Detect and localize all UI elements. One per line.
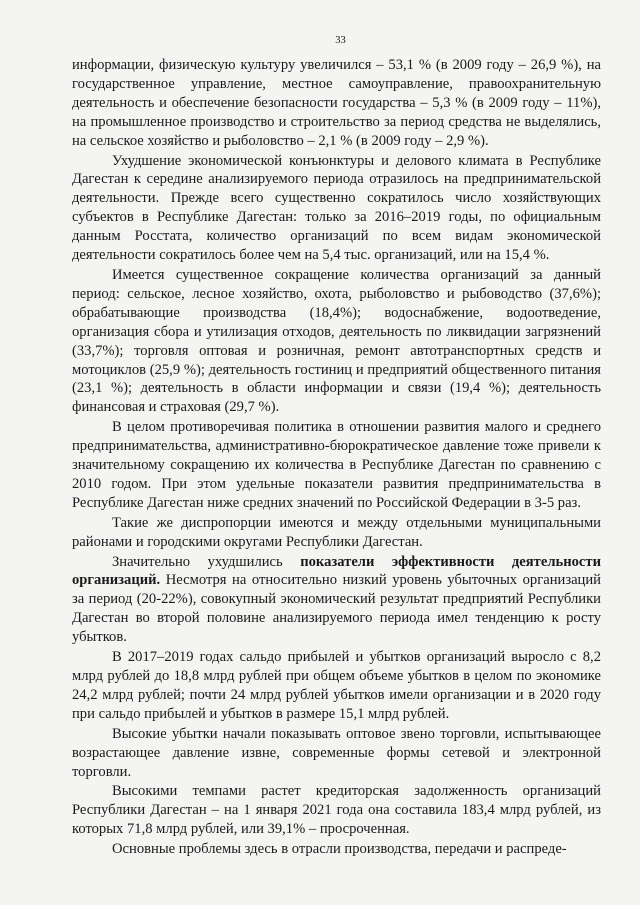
document-body	[72, 56, 601, 859]
page-number: 33	[335, 35, 346, 46]
paragraph-6-text: Несмотря на относительно низкий уровень убыточных организаций за период (20-22%), совокупный экономический результат предприятий Республики Дагестан во второй половине анализируемого периода имел тенденцию к росту убытков.	[72, 572, 601, 646]
paragraph-6-lead: Значительно ухудшились	[112, 553, 301, 570]
paragraph-9: Высокими темпами растет кредиторская задолженность организаций Республики Дагестан – на 1 января 2021 года она составила 183,4 млрд рублей, из которых 71,8 млрд рублей, или 39,1% – просроченная.	[72, 783, 601, 838]
paragraph-7: В 2017–2019 годах сальдо прибылей и убытков организаций выросло с 8,2 млрд рублей до 18,8 млрд рублей при общем объеме убытков в целом по экономике 24,2 млрд рублей; почти 24 млрд рублей убытков имели организации и в 2020 году при сальдо прибылей и убытков в размере 15,1 млрд рублей.	[72, 649, 601, 722]
paragraph-5: Такие же диспропорции имеются и между отдельными муниципальными районами и городскими округами Республики Дагестан.	[72, 514, 601, 550]
paragraph-6-bold-phrase: показатели эффективности деятельности организаций.	[72, 553, 601, 589]
paragraph-2: Ухудшение экономической конъюнктуры и делового климата в Республике Дагестан к середине анализируемого периода отразилось на предпринимательской деятельности. Прежде всего существенно сократилось число хозяйствующих субъектов в Республике Дагестан: только за 2016–2019 годы, по официальным данным Росстата, количество организаций по всем видам экономической деятельности сократилось более чем на 5,4 тыс. организаций, или на 15,4 %.	[72, 152, 601, 264]
paragraph-10: Основные проблемы здесь в отрасли производства, передачи и распреде-	[112, 841, 567, 858]
paragraph-6	[72, 553, 601, 648]
paragraph-3: Имеется существенное сокращение количества организаций за данный период: сельское, лесное хозяйство, охота, рыболовство и рыбоводство (37,6%); обрабатывающие производства (18,4%); водоснабжение, водоотведение, организация сбора и утилизация отходов, деятельность по ликвидации загрязнений (33,7%); торговля оптовая и розничная, ремонт автотранспортных средств и мотоциклов (25,9 %); деятельность гостиниц и предприятий общественного питания (23,1 %); деятельность в области информации и связи (19,4 %); деятельность финансовая и страховая (29,7 %).	[72, 266, 601, 416]
paragraph-8: Высокие убытки начали показывать оптовое звено торговли, испытывающее возрастающее давление извне, современные формы сетевой и электронной торговли.	[72, 725, 601, 780]
paragraph-1: информации, физическую культуру увеличился – 53,1 % (в 2009 году – 26,9 %), на государственное управление, местное самоуправление, правоохранительную деятельность и обеспечение безопасности государства – 5,3 % (в 2009 году – 11%), на промышленное производство и строительство за период средства не выделялись, на сельское хозяйство и рыболовство – 2,1 % (в 2009 году – 2,9 %).	[72, 57, 601, 149]
paragraph-4: В целом противоречивая политика в отношении развития малого и среднего предпринимательства, административно-бюрократическое давление тоже привели к значительному сокращению их количества в Республике Дагестан по сравнению с 2010 годом. При этом удельные показатели развития предпринимательства в Республике Дагестан ниже средних значений по Российской Федерации в 3-5 раз.	[72, 419, 601, 511]
